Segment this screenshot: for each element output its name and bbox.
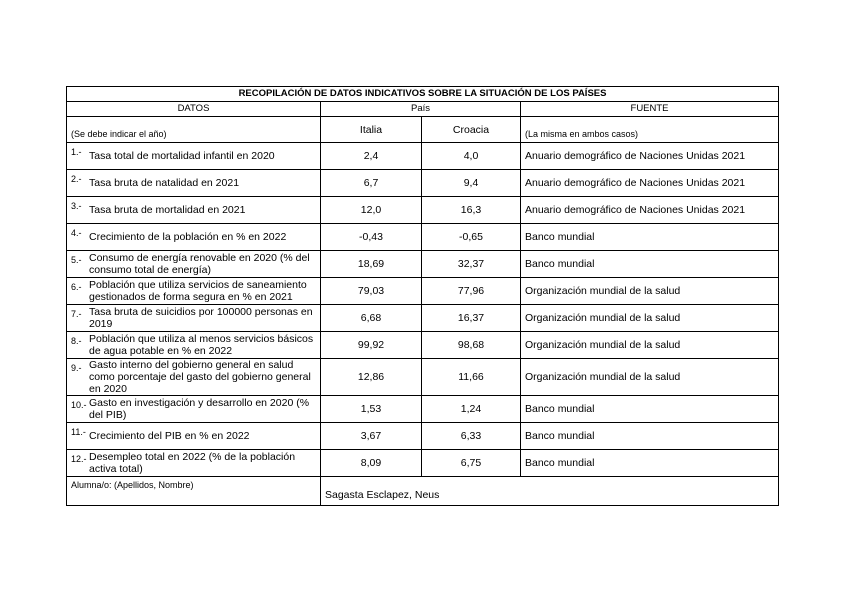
indicator-label: Tasa bruta de suicidios por 100000 personas en 2019	[89, 306, 313, 330]
value-croacia: 32,37	[422, 251, 521, 278]
value-italia: 8,09	[321, 450, 422, 477]
indicator-number: 12.-	[71, 454, 87, 464]
source-cell: Organización mundial de la salud	[521, 278, 779, 305]
indicator-cell	[67, 396, 321, 423]
indicator-label: Tasa bruta de mortalidad en 2021	[89, 204, 246, 216]
value-italia: 6,68	[321, 305, 422, 332]
indicator-number: 10.-	[71, 400, 87, 410]
table-row	[67, 332, 779, 359]
source-cell: Organización mundial de la salud	[521, 305, 779, 332]
indicator-label: Población que utiliza al menos servicios básicos de agua potable en % en 2022	[89, 333, 314, 357]
indicator-label: Población que utiliza servicios de saneamiento gestionados de forma segura en % en 2021	[89, 279, 307, 303]
table-row	[67, 278, 779, 305]
source-cell: Banco mundial	[521, 396, 779, 423]
indicator-label: Tasa total de mortalidad infantil en 2020	[89, 150, 275, 162]
table-row	[67, 423, 779, 450]
value-croacia: 1,24	[422, 396, 521, 423]
indicator-label: Consumo de energía renovable en 2020 (% del consumo total de energía)	[89, 252, 310, 276]
indicator-cell	[67, 450, 321, 477]
value-croacia: -0,65	[422, 224, 521, 251]
table-row	[67, 170, 779, 197]
student-name: Sagasta Esclapez, Neus	[321, 477, 779, 506]
data-sheet	[66, 86, 778, 506]
student-label: Alumna/o: (Apellidos, Nombre)	[67, 477, 321, 506]
table-title: RECOPILACIÓN DE DATOS INDICATIVOS SOBRE LA SITUACIÓN DE LOS PAÍSES	[67, 87, 779, 102]
value-italia: 99,92	[321, 332, 422, 359]
source-cell: Anuario demográfico de Naciones Unidas 2021	[521, 143, 779, 170]
value-italia: 2,4	[321, 143, 422, 170]
value-italia: 12,86	[321, 359, 422, 396]
value-croacia: 4,0	[422, 143, 521, 170]
indicator-number: 7.-	[71, 309, 82, 319]
fuente-note: (La misma en ambos casos)	[521, 117, 779, 143]
indicator-cell	[67, 197, 321, 224]
table-row	[67, 359, 779, 396]
source-cell: Organización mundial de la salud	[521, 332, 779, 359]
value-italia: 6,7	[321, 170, 422, 197]
value-croacia: 9,4	[422, 170, 521, 197]
value-italia: 3,67	[321, 423, 422, 450]
value-italia: 79,03	[321, 278, 422, 305]
value-croacia: 6,33	[422, 423, 521, 450]
indicator-number: 1.-	[71, 147, 82, 157]
table-row	[67, 251, 779, 278]
indicator-number: 5.-	[71, 255, 82, 265]
table-row	[67, 305, 779, 332]
value-croacia: 6,75	[422, 450, 521, 477]
indicator-number: 8.-	[71, 336, 82, 346]
source-cell: Banco mundial	[521, 251, 779, 278]
indicator-label: Desempleo total en 2022 (% de la población activa total)	[89, 451, 296, 475]
datos-note: (Se debe indicar el año)	[67, 117, 321, 143]
table-row	[67, 396, 779, 423]
indicator-cell	[67, 423, 321, 450]
indicator-number: 11.-	[71, 427, 86, 437]
value-italia: -0,43	[321, 224, 422, 251]
table-body	[67, 143, 779, 477]
value-croacia: 16,37	[422, 305, 521, 332]
indicator-label: Gasto interno del gobierno general en salud como porcentaje del gasto del gobierno general en 2020	[89, 359, 311, 395]
value-italia: 18,69	[321, 251, 422, 278]
value-croacia: 77,96	[422, 278, 521, 305]
table-row	[67, 224, 779, 251]
indicator-number: 4.-	[71, 228, 82, 238]
indicator-number: 9.-	[71, 363, 82, 373]
indicator-cell	[67, 170, 321, 197]
indicator-cell	[67, 359, 321, 396]
source-cell: Banco mundial	[521, 423, 779, 450]
value-croacia: 98,68	[422, 332, 521, 359]
indicator-cell	[67, 224, 321, 251]
source-cell: Anuario demográfico de Naciones Unidas 2021	[521, 170, 779, 197]
indicator-label: Gasto en investigación y desarrollo en 2020 (% del PIB)	[89, 397, 310, 421]
header-fuente: FUENTE	[521, 102, 779, 117]
header-pais: País	[321, 102, 521, 117]
indicator-cell	[67, 332, 321, 359]
indicator-label: Tasa bruta de natalidad en 2021	[89, 177, 240, 189]
source-cell: Banco mundial	[521, 450, 779, 477]
table-row	[67, 197, 779, 224]
source-cell: Organización mundial de la salud	[521, 359, 779, 396]
value-croacia: 11,66	[422, 359, 521, 396]
indicator-number: 2.-	[71, 174, 82, 184]
table-row	[67, 143, 779, 170]
value-italia: 1,53	[321, 396, 422, 423]
indicator-cell	[67, 251, 321, 278]
indicator-number: 3.-	[71, 201, 82, 211]
indicator-cell	[67, 278, 321, 305]
source-cell: Banco mundial	[521, 224, 779, 251]
value-croacia: 16,3	[422, 197, 521, 224]
header-datos: DATOS	[67, 102, 321, 117]
indicators-table	[66, 86, 779, 506]
country-croacia: Croacia	[422, 117, 521, 143]
indicator-number: 6.-	[71, 282, 82, 292]
indicator-cell	[67, 143, 321, 170]
indicator-cell	[67, 305, 321, 332]
table-row	[67, 450, 779, 477]
country-italia: Italia	[321, 117, 422, 143]
indicator-label: Crecimiento del PIB en % en 2022	[89, 430, 250, 442]
source-cell: Anuario demográfico de Naciones Unidas 2021	[521, 197, 779, 224]
value-italia: 12,0	[321, 197, 422, 224]
indicator-label: Crecimiento de la población en % en 2022	[89, 231, 287, 243]
